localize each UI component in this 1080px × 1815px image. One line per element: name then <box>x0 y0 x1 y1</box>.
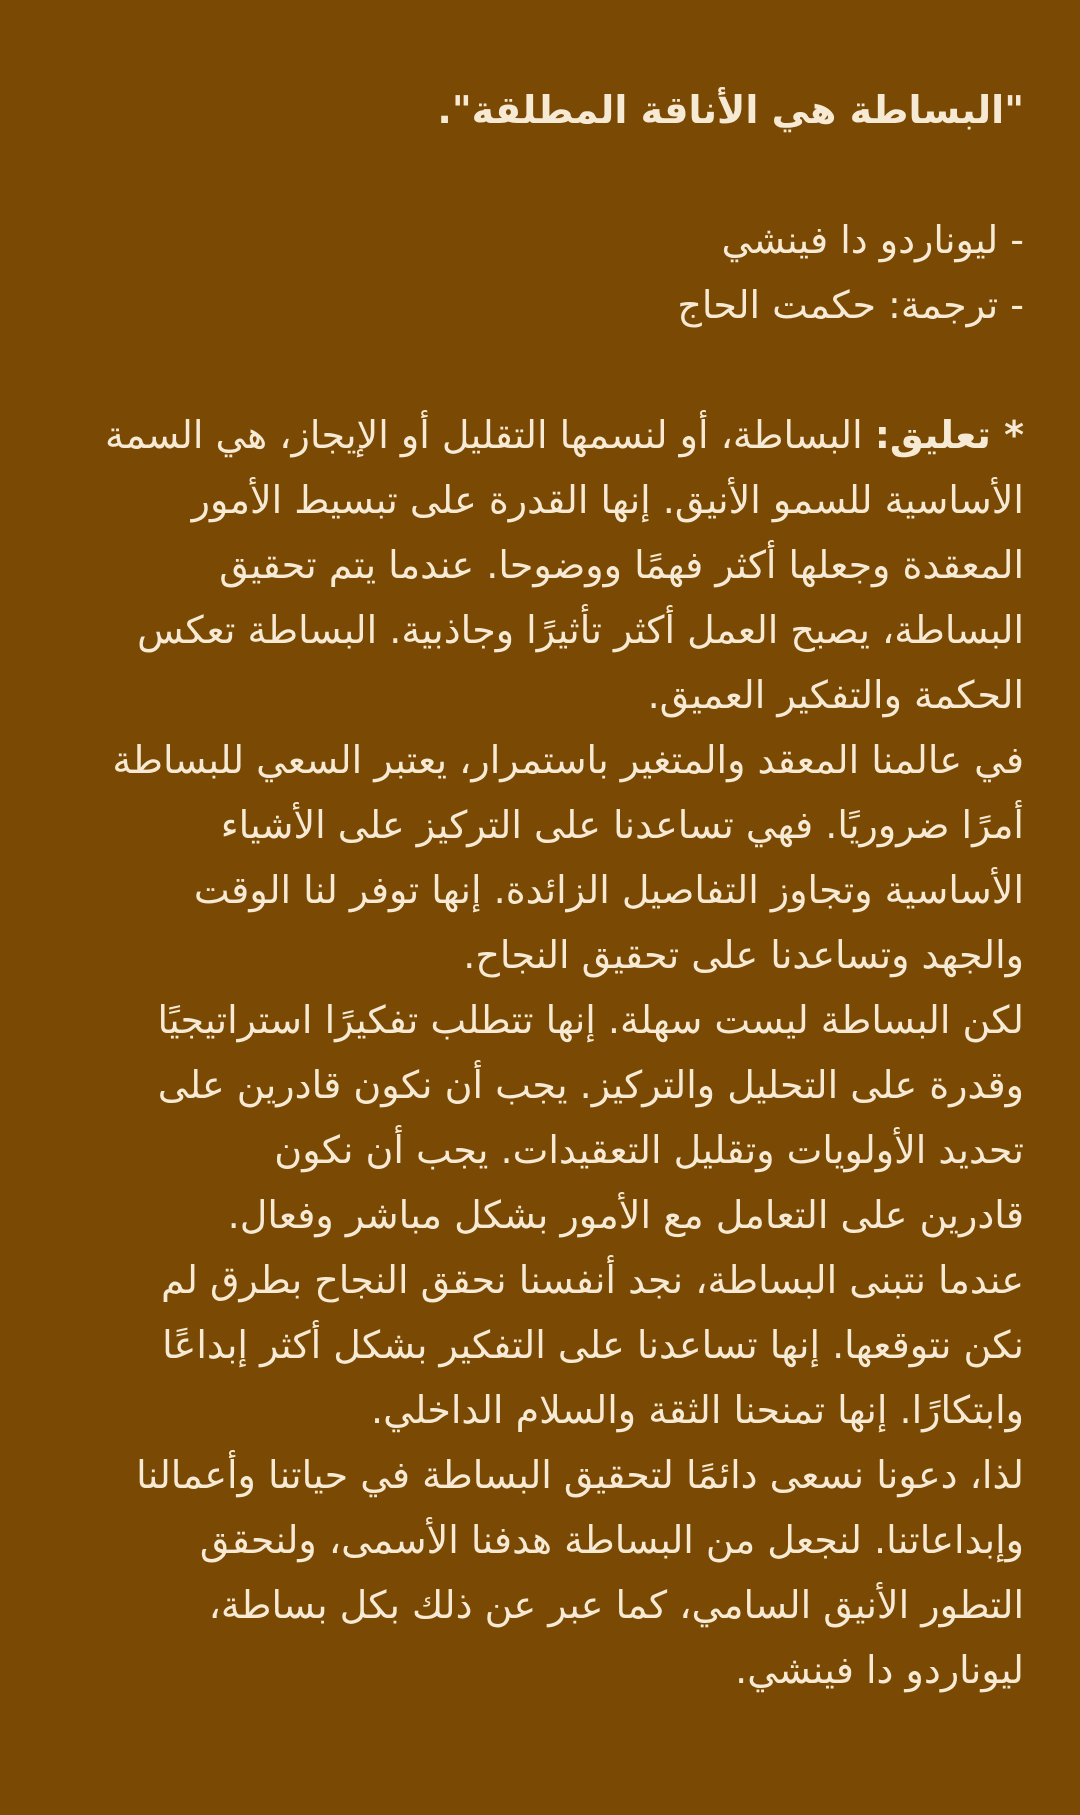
commentary-line: لكن البساطة ليست سهلة. إنها تتطلب تفكيرًا استراتيجيًا <box>157 998 1024 1042</box>
spacer <box>45 338 1024 403</box>
commentary-line: ليوناردو دا فينشي. <box>735 1648 1024 1692</box>
commentary-line: نكن نتوقعها. إنها تساعدنا على التفكير بشكل أكثر إبداعًا <box>162 1323 1024 1367</box>
quote-translator: - ترجمة: حكمت الحاج <box>677 283 1024 327</box>
commentary-line: الحكمة والتفكير العميق. <box>647 673 1024 717</box>
quote-title: "البساطة هي الأناقة المطلقة". <box>437 88 1024 132</box>
commentary-line: قادرين على التعامل مع الأمور بشكل مباشر وفعال. <box>227 1193 1024 1237</box>
commentary-line: الأساسية وتجاوز التفاصيل الزائدة. إنها توفر لنا الوقت <box>193 868 1024 912</box>
commentary-label: * تعليق: <box>874 413 1024 457</box>
commentary-line: المعقدة وجعلها أكثر فهمًا ووضوحا. عندما يتم تحقيق <box>219 543 1024 587</box>
commentary-line-1 <box>45 403 1024 468</box>
commentary-line: البساطة، يصبح العمل أكثر تأثيرًا وجاذبية. البساطة تعكس <box>137 608 1024 652</box>
commentary-line: وقدرة على التحليل والتركيز. يجب أن نكون قادرين على <box>157 1063 1024 1107</box>
commentary-line: تحديد الأولويات وتقليل التعقيدات. يجب أن نكون <box>274 1128 1024 1172</box>
commentary-line: وإبداعاتنا. لنجعل من البساطة هدفنا الأسمى، ولنحقق <box>199 1518 1024 1562</box>
commentary-line-1-text: البساطة، أو لنسمها التقليل أو الإيجاز، هي السمة <box>105 413 875 457</box>
commentary-line: في عالمنا المعقد والمتغير باستمرار، يعتبر السعي للبساطة <box>112 738 1024 782</box>
spacer <box>45 143 1024 208</box>
commentary-line: الأساسية للسمو الأنيق. إنها القدرة على تبسيط الأمور <box>191 478 1024 522</box>
commentary-line: عندما نتبنى البساطة، نجد أنفسنا نحقق النجاح بطرق لم <box>161 1258 1024 1302</box>
commentary-line: التطور الأنيق السامي، كما عبر عن ذلك بكل بساطة، <box>208 1583 1024 1627</box>
quote-author: - ليوناردو دا فينشي <box>721 218 1024 262</box>
commentary-line: أمرًا ضروريًا. فهي تساعدنا على التركيز على الأشياء <box>220 803 1024 847</box>
commentary-line: والجهد وتساعدنا على تحقيق النجاح. <box>463 933 1024 977</box>
commentary-line: وابتكارًا. إنها تمنحنا الثقة والسلام الداخلي. <box>371 1388 1024 1432</box>
commentary-line: لذا، دعونا نسعى دائمًا لتحقيق البساطة في حياتنا وأعمالنا <box>136 1453 1024 1497</box>
